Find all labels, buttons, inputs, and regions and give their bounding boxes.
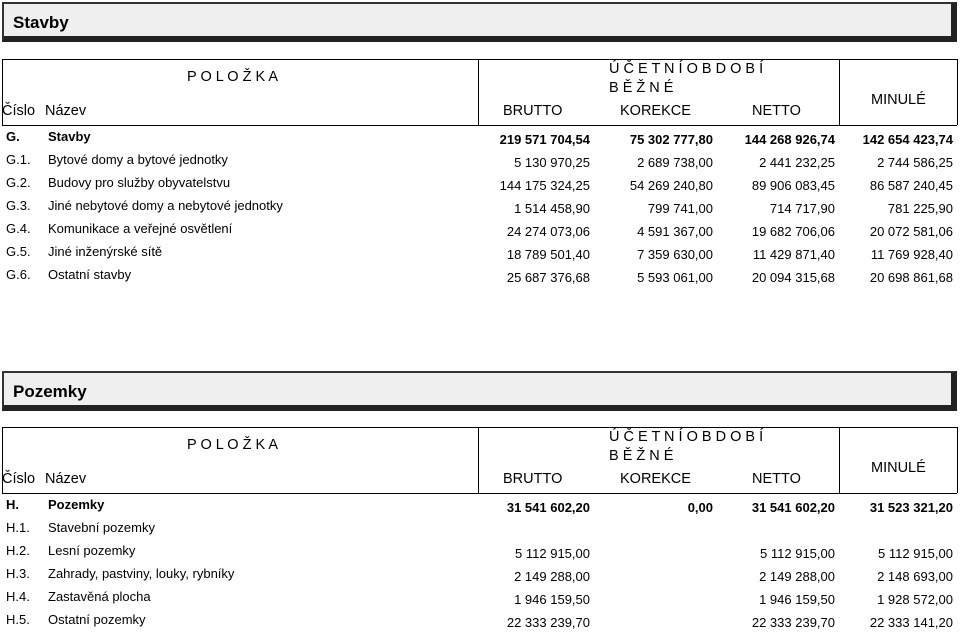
row-netto: 31 541 602,20 (751, 500, 835, 515)
row-korekce: 799 741,00 (647, 201, 713, 216)
row-code: G.4. (6, 221, 31, 236)
row-minule: 2 744 586,25 (877, 155, 953, 170)
header-brutto: BRUTTO (503, 471, 563, 487)
row-code: G.5. (6, 244, 31, 259)
header-bottom-border (2, 493, 957, 494)
row-brutto: 18 789 501,40 (506, 247, 590, 262)
row-brutto: 22 333 239,70 (506, 615, 590, 630)
header-ucetni-obdobi: Ú Č E T N Í O B D O B Í (609, 429, 764, 445)
header-ucetni-obdobi: Ú Č E T N Í O B D O B Í (609, 61, 764, 77)
header-minule: MINULÉ (871, 460, 926, 476)
row-korekce: 0,00 (687, 500, 713, 515)
row-korekce: 75 302 777,80 (629, 132, 713, 147)
row-netto: 89 906 083,45 (751, 178, 835, 193)
section-title-pozemky: Pozemky (2, 371, 957, 411)
table-top-border (2, 59, 957, 60)
row-code: H.1. (6, 520, 30, 535)
header-korekce: KOREKCE (620, 471, 691, 487)
row-netto: 714 717,90 (769, 201, 835, 216)
header-divider (478, 427, 479, 493)
header-netto: NETTO (752, 103, 801, 119)
row-korekce: 54 269 240,80 (629, 178, 713, 193)
row-name: Stavební pozemky (48, 520, 155, 535)
row-minule: 2 148 693,00 (877, 569, 953, 584)
header-divider-minule (839, 427, 840, 493)
row-name: Ostatní pozemky (48, 612, 146, 627)
header-bottom-border (2, 125, 957, 126)
row-brutto: 144 175 324,25 (499, 178, 590, 193)
row-brutto: 219 571 704,54 (499, 132, 590, 147)
row-netto: 11 429 871,40 (752, 247, 835, 262)
table-right-border (957, 427, 958, 493)
row-code: H.4. (6, 589, 30, 604)
header-cislo: Číslo (2, 103, 36, 119)
header-divider (478, 59, 479, 125)
row-name: Pozemky (48, 497, 105, 512)
row-brutto: 5 130 970,25 (514, 155, 590, 170)
row-netto: 2 441 232,25 (759, 155, 835, 170)
row-code: G.1. (6, 152, 31, 167)
row-netto: 19 682 706,06 (751, 224, 835, 239)
row-korekce: 2 689 738,00 (637, 155, 713, 170)
row-minule: 86 587 240,45 (869, 178, 953, 193)
header-divider-minule (839, 59, 840, 125)
row-name: Komunikace a veřejné osvětlení (48, 221, 233, 236)
row-netto: 144 268 926,74 (744, 132, 835, 147)
row-minule: 11 769 928,40 (870, 247, 953, 262)
row-name: Budovy pro služby obyvatelstvu (48, 175, 231, 190)
row-korekce: 5 593 061,00 (637, 270, 713, 285)
row-code: H.3. (6, 566, 30, 581)
header-brutto: BRUTTO (503, 103, 563, 119)
header-korekce: KOREKCE (620, 103, 691, 119)
row-name: Lesní pozemky (48, 543, 136, 558)
row-name: Zastavěná plocha (48, 589, 151, 604)
row-name: Bytové domy a bytové jednotky (48, 152, 228, 167)
row-netto: 5 112 915,00 (760, 546, 835, 561)
row-minule: 20 698 861,68 (869, 270, 953, 285)
row-minule: 781 225,90 (887, 201, 953, 216)
row-code: G.6. (6, 267, 31, 282)
row-minule: 22 333 141,20 (869, 615, 953, 630)
row-brutto: 24 274 073,06 (506, 224, 590, 239)
row-minule: 1 928 572,00 (877, 592, 953, 607)
header-polozka: P O L O Ž K A (187, 69, 279, 85)
row-brutto: 5 112 915,00 (515, 546, 590, 561)
header-nazev: Název (45, 471, 87, 487)
row-brutto: 1 946 159,50 (514, 592, 590, 607)
row-code: G.2. (6, 175, 31, 190)
row-name: Jiné nebytové domy a nebytové jednotky (48, 198, 283, 213)
row-name: Jiné inženýrské sítě (48, 244, 163, 259)
header-netto: NETTO (752, 471, 801, 487)
row-korekce: 7 359 630,00 (637, 247, 713, 262)
row-minule: 5 112 915,00 (878, 546, 953, 561)
row-name: Stavby (48, 129, 91, 144)
row-netto: 22 333 239,70 (751, 615, 835, 630)
row-netto: 1 946 159,50 (759, 592, 835, 607)
row-brutto: 25 687 376,68 (506, 270, 590, 285)
table-right-border (957, 59, 958, 125)
row-netto: 20 094 315,68 (751, 270, 835, 285)
row-brutto: 2 149 288,00 (514, 569, 590, 584)
row-brutto: 31 541 602,20 (506, 500, 590, 515)
header-polozka: P O L O Ž K A (187, 437, 279, 453)
row-code: H.5. (6, 612, 30, 627)
row-korekce: 4 591 367,00 (637, 224, 713, 239)
row-minule: 142 654 423,74 (862, 132, 953, 147)
table-top-border (2, 427, 957, 428)
row-code: G.3. (6, 198, 31, 213)
row-name: Zahrady, pastviny, louky, rybníky (48, 566, 235, 581)
header-bezne: B Ě Ž N É (609, 80, 674, 96)
row-code: H.2. (6, 543, 30, 558)
header-bezne: B Ě Ž N É (609, 448, 674, 464)
row-code: H. (6, 497, 19, 512)
row-minule: 31 523 321,20 (869, 500, 953, 515)
header-minule: MINULÉ (871, 92, 926, 108)
row-netto: 2 149 288,00 (759, 569, 835, 584)
row-code: G. (6, 129, 20, 144)
row-brutto: 1 514 458,90 (514, 201, 590, 216)
row-minule: 20 072 581,06 (869, 224, 953, 239)
header-cislo: Číslo (2, 471, 36, 487)
section-title-stavby: Stavby (2, 2, 957, 42)
row-name: Ostatní stavby (48, 267, 132, 282)
header-nazev: Název (45, 103, 87, 119)
